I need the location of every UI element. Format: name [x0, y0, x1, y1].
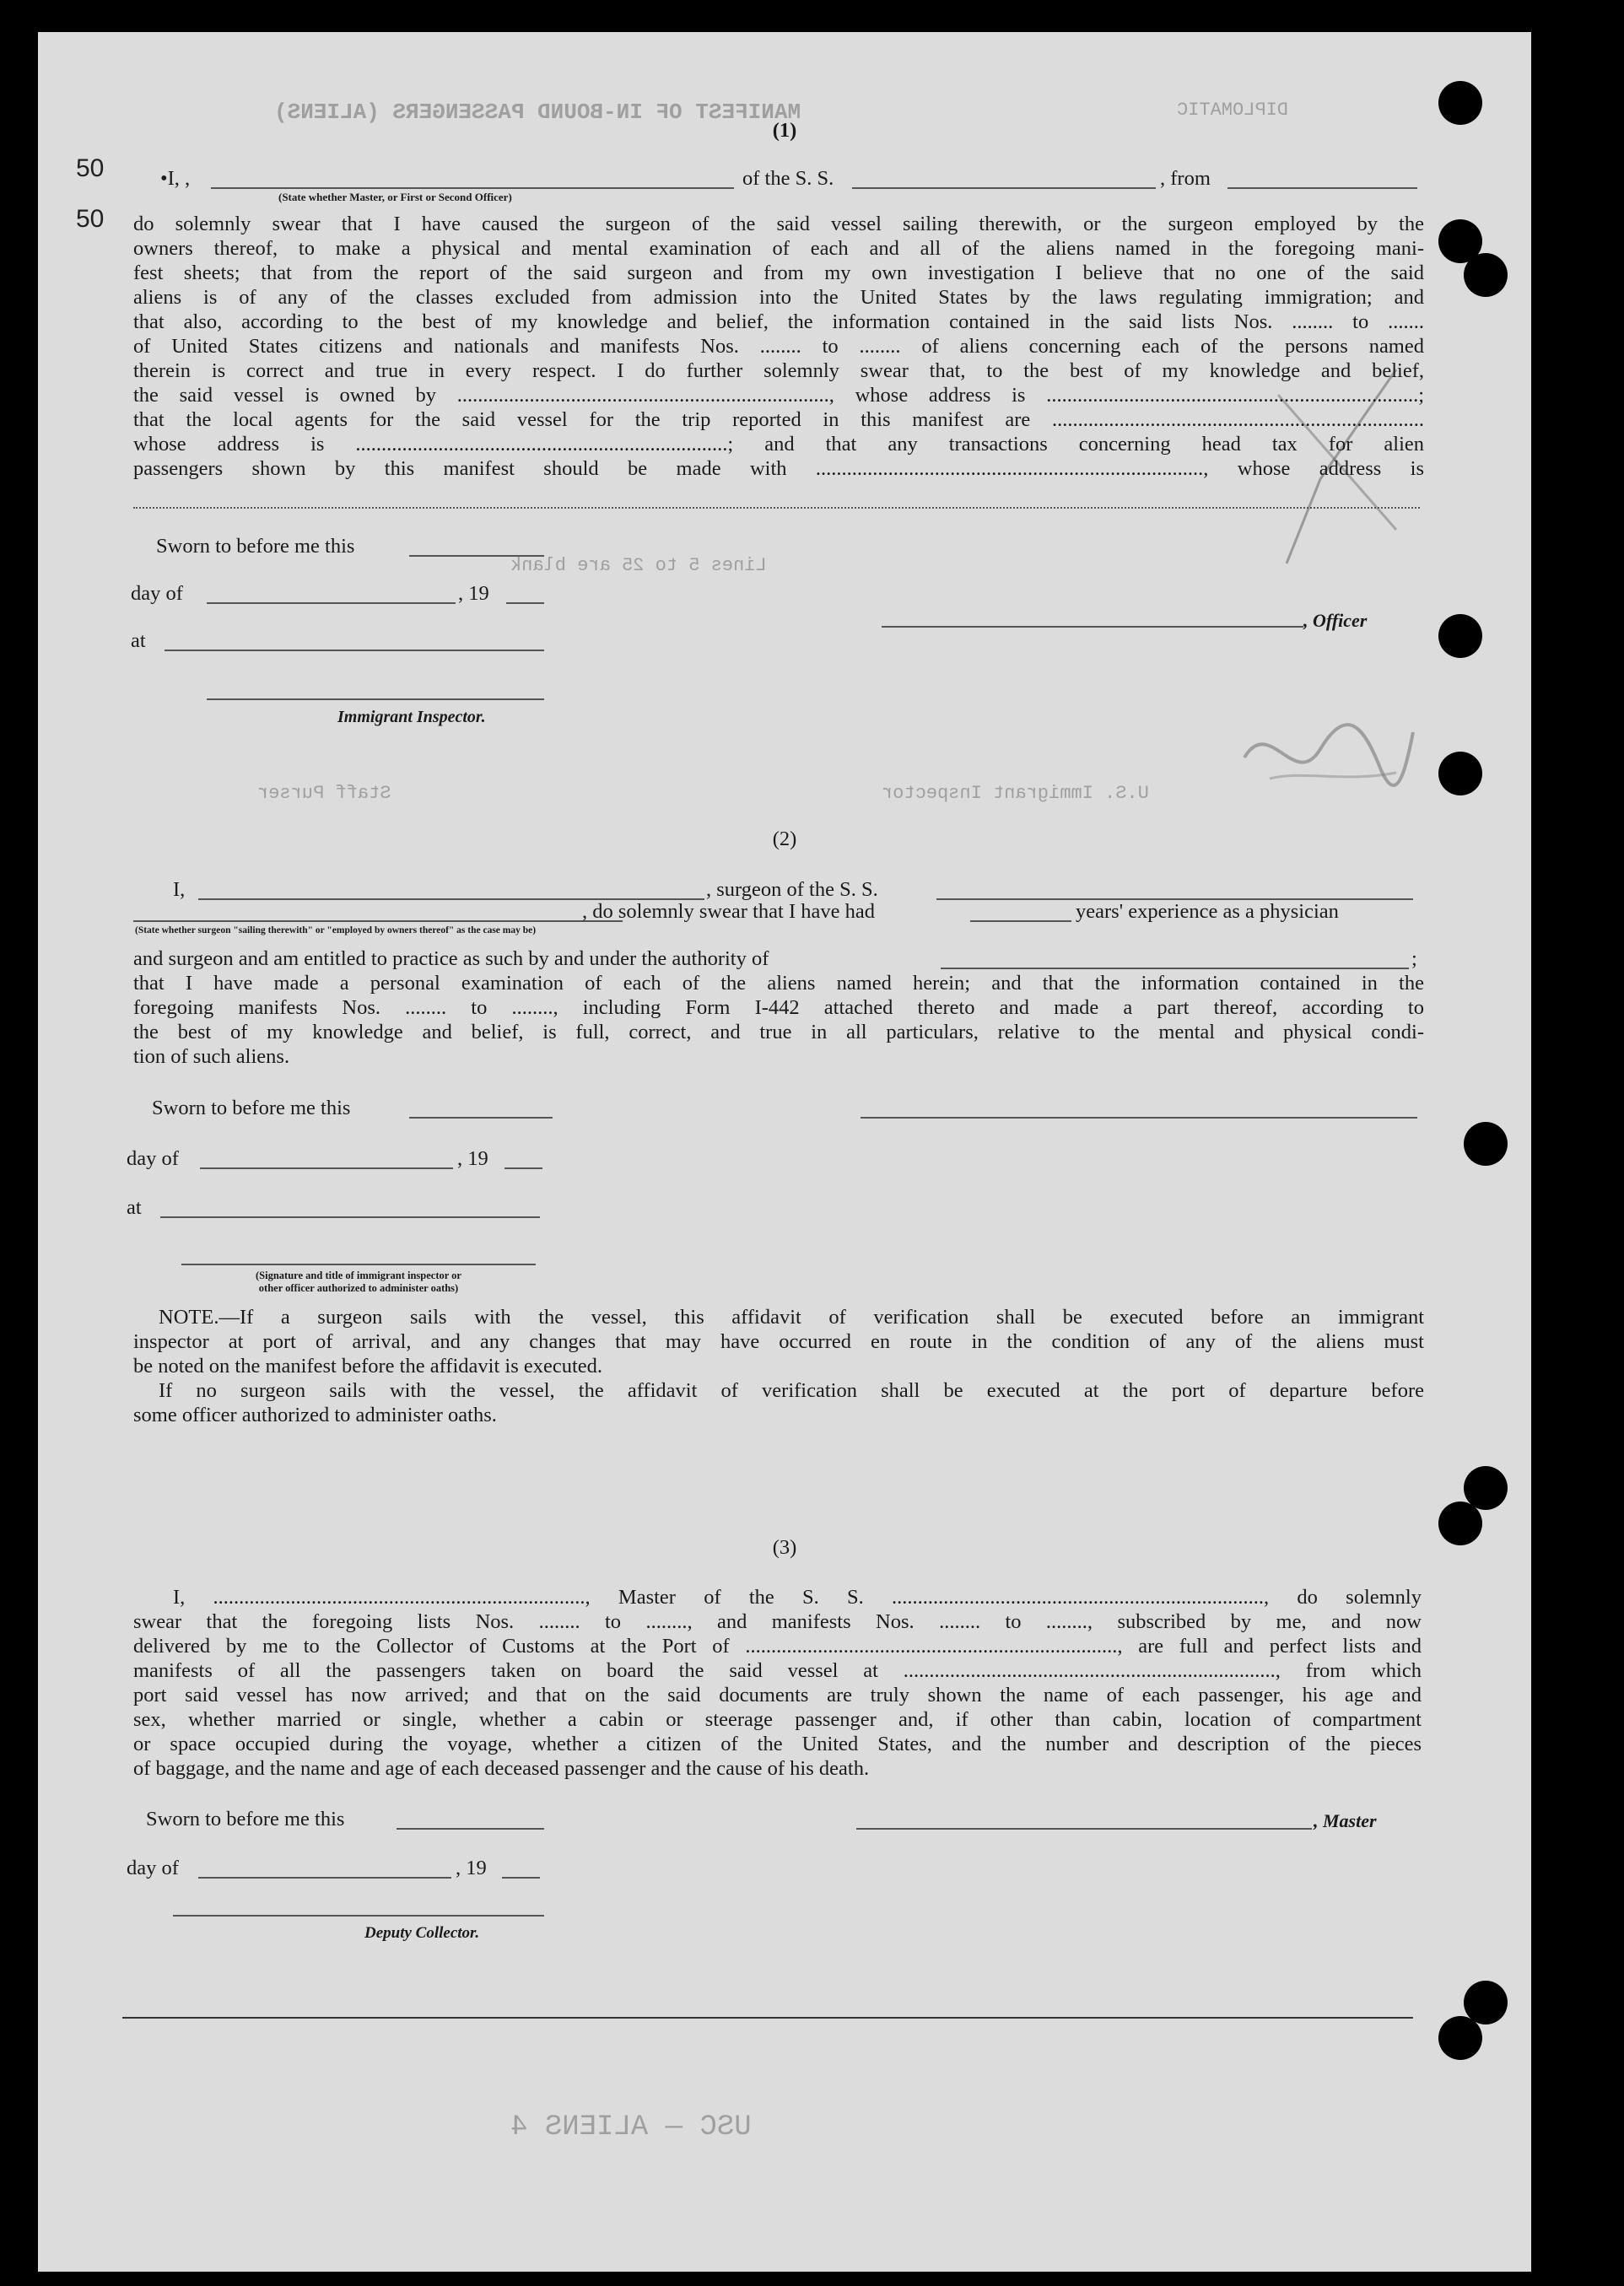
- section-2-number: (2): [772, 828, 797, 850]
- years-line: [970, 920, 1071, 922]
- sec2-body-line: the best of my knowledge and belief, is full, correct, and true in all particulars, relative to the mental and physical condi-: [133, 1021, 1424, 1043]
- signature-mark: [1236, 698, 1422, 808]
- bleed-through-text: USC — ALIENS 4: [510, 2111, 752, 2143]
- bleed-through-text: Staff Purser: [257, 783, 391, 804]
- sec2-year-line: [504, 1167, 542, 1169]
- sec1-body-line: aliens is of any of the classes excluded from admission into the United States by the laws regulating immigration; and: [133, 286, 1424, 309]
- sec3-year: , 19: [456, 1857, 487, 1879]
- margin-number: 50: [76, 205, 105, 233]
- sec1-body-line: do solemnly swear that I have caused the surgeon of the said vessel sailing therewith, or the surgeon employed by the: [133, 213, 1424, 235]
- sec1-line-i: •I, ,: [160, 167, 191, 190]
- note-line: NOTE.—If a surgeon sails with the vessel, this affidavit of verification shall be executed before an immigrant: [159, 1306, 1424, 1329]
- sec2-at-line: [160, 1216, 540, 1218]
- at-line: [165, 650, 544, 651]
- sec1-body-line: of United States citizens and nationals and manifests Nos. ........ to ........ of aliens concerning each of the persons named: [133, 335, 1424, 358]
- sec3-day-of: day of: [127, 1857, 179, 1879]
- sec3-body-line: or space occupied during the voyage, whether a citizen of the United States, and the number and description of the pieces: [133, 1733, 1422, 1755]
- section-1-number: (1): [772, 119, 797, 142]
- sec2-i: I,: [173, 878, 186, 901]
- document-page: [38, 32, 1531, 2272]
- punch-hole: [1438, 81, 1482, 125]
- sec2-day-of: day of: [127, 1147, 179, 1170]
- sec2-body-line: tion of such aliens.: [133, 1045, 290, 1068]
- sec3-body-line: delivered by me to the Collector of Customs at the Port of ........................................................................, are full and perfect lists and: [133, 1635, 1422, 1658]
- officer-label: , Officer: [1303, 610, 1368, 631]
- sec3-sworn: Sworn to before me this: [146, 1808, 345, 1830]
- vessel-name-line: [852, 187, 1156, 189]
- sec1-body-line: the said vessel is owned by ........................................................................, whose address is ........................................................................;: [133, 384, 1424, 407]
- sec1-day-of: day of: [131, 582, 183, 605]
- officer-name-line: [211, 187, 734, 189]
- bottom-rule: [122, 2017, 1413, 2019]
- sig-hint-2: other officer authorized to administer oaths): [258, 1282, 459, 1294]
- sec2-day-of-line: [200, 1167, 453, 1169]
- sec1-sworn: Sworn to before me this: [156, 535, 355, 558]
- year-line: [506, 602, 544, 604]
- sec2-body-line: that I have made a personal examination of each of the aliens named herein; and that the information contained in the: [133, 972, 1424, 995]
- sec2-year: , 19: [457, 1147, 488, 1170]
- sec3-year-line: [502, 1877, 540, 1879]
- sec1-body-line: fest sheets; that from the report of the said surgeon and from my own investigation I believe that no one of the said: [133, 261, 1424, 284]
- sec3-day-of-line: [198, 1877, 451, 1879]
- punch-hole: [1464, 1122, 1508, 1166]
- punch-hole: [1438, 614, 1482, 658]
- margin-number: 50: [76, 154, 105, 182]
- bleed-through-text: Lines 5 to 25 are blank: [510, 555, 767, 576]
- sec3-sworn-date-line: [397, 1828, 544, 1830]
- semicolon: ;: [1411, 947, 1417, 970]
- sec2-do-solemnly: , do solemnly swear that I have had: [582, 900, 875, 923]
- sec1-year: , 19: [458, 582, 489, 605]
- punch-hole: [1438, 2016, 1482, 2060]
- sec3-body-line: sex, whether married or single, whether a cabin or steerage passenger and, if other than cabin, location of compartment: [133, 1708, 1422, 1731]
- deputy-signature-line: [173, 1915, 544, 1917]
- sec2-inspector-signature-line: [181, 1264, 536, 1265]
- immigrant-inspector-label: Immigrant Inspector.: [337, 708, 486, 726]
- sec1-body-line: whose address is ........................................................................; and that any transactions concerning head tax for alien: [133, 433, 1424, 456]
- note-line: be noted on the manifest before the affidavit is executed.: [133, 1355, 603, 1378]
- sec2-signature-line: [861, 1117, 1417, 1119]
- master-signature-line: [856, 1828, 1312, 1830]
- master-label: , Master: [1314, 1810, 1377, 1831]
- bleed-through-text: U.S. Immigrant Inspector: [882, 783, 1149, 804]
- sec1-body-line: that the local agents for the said vessel for the trip reported in this manifest are ........................................................................: [133, 408, 1424, 431]
- address-continuation-line: [133, 507, 1420, 509]
- officer-hint: (State whether Master, or First or Second Officer): [278, 191, 512, 203]
- sec2-at: at: [127, 1196, 142, 1219]
- punch-hole: [1438, 1502, 1482, 1545]
- sec1-body-line: owners thereof, to make a physical and mental examination of each and all of the aliens named in the foregoing mani-: [133, 237, 1424, 260]
- sec3-body-line: of baggage, and the name and age of each deceased passenger and the cause of his death.: [133, 1757, 870, 1780]
- sec1-of-ss: of the S. S.: [742, 167, 834, 190]
- sec3-body-line: port said vessel has now arrived; and that on the said documents are truly shown the name of each passenger, his age and: [133, 1684, 1422, 1706]
- surgeon-status-line: [133, 920, 623, 922]
- sec3-body-line: I, ........................................................................, Master of the S. S. ........................................................................, do solemnly: [173, 1586, 1422, 1609]
- authority-line: [941, 968, 1409, 969]
- sec2-surgeon-of: , surgeon of the S. S.: [706, 878, 878, 901]
- sec1-at: at: [131, 629, 146, 652]
- sec1-body-line: passengers shown by this manifest should be made with ..........................................................................., whose address is: [133, 457, 1424, 480]
- day-of-line: [207, 602, 456, 604]
- sec1-body-line: therein is correct and true in every respect. I do further solemnly swear that, to the best of my knowledge and belief,: [133, 359, 1424, 382]
- sec2-sworn-date-line: [409, 1117, 553, 1119]
- sec2-sworn: Sworn to before me this: [152, 1097, 351, 1119]
- bleed-through-text: DIPLOMATIC: [1177, 100, 1289, 121]
- inspector-signature-line: [207, 698, 544, 700]
- deputy-collector-label: Deputy Collector.: [364, 1924, 480, 1942]
- note-line: inspector at port of arrival, and any changes that may have occurred en route in the condition of any of the aliens must: [133, 1330, 1424, 1353]
- section-3-number: (3): [772, 1536, 797, 1559]
- sec2-years: years' experience as a physician: [1076, 900, 1339, 923]
- sec3-body-line: swear that the foregoing lists Nos. ........ to ........, and manifests Nos. ........ to ........, subscribed by me, and now: [133, 1610, 1422, 1633]
- sec3-body-line: manifests of all the passengers taken on board the said vessel at ........................................................................, from which: [133, 1659, 1422, 1682]
- sworn-date-line: [409, 555, 544, 557]
- sec1-from: , from: [1160, 167, 1211, 190]
- punch-hole: [1438, 752, 1482, 795]
- bleed-through-text: MANIFEST OF IN-BOUND PASSENGERS (ALIENS): [274, 100, 801, 125]
- sec2-body-line: foregoing manifests Nos. ........ to ........, including Form I-442 attached thereto and made a part thereof, according to: [133, 996, 1424, 1019]
- note-line: some officer authorized to administer oaths.: [133, 1404, 497, 1426]
- sig-hint-1: (Signature and title of immigrant inspector or: [256, 1270, 461, 1281]
- sec1-body-line: that also, according to the best of my knowledge and belief, the information contained in the said lists Nos. ........ to .......: [133, 310, 1424, 333]
- sec2-line-1: and surgeon and am entitled to practice as such by and under the authority of: [133, 947, 769, 970]
- surgeon-hint: (State whether surgeon "sailing therewith" or "employed by owners thereof" as the case may be): [135, 925, 537, 935]
- punch-hole: [1464, 253, 1508, 297]
- port-from-line: [1227, 187, 1417, 189]
- officer-signature-line: [882, 626, 1303, 628]
- note-line: If no surgeon sails with the vessel, the affidavit of verification shall be executed at the port of departure before: [159, 1379, 1424, 1402]
